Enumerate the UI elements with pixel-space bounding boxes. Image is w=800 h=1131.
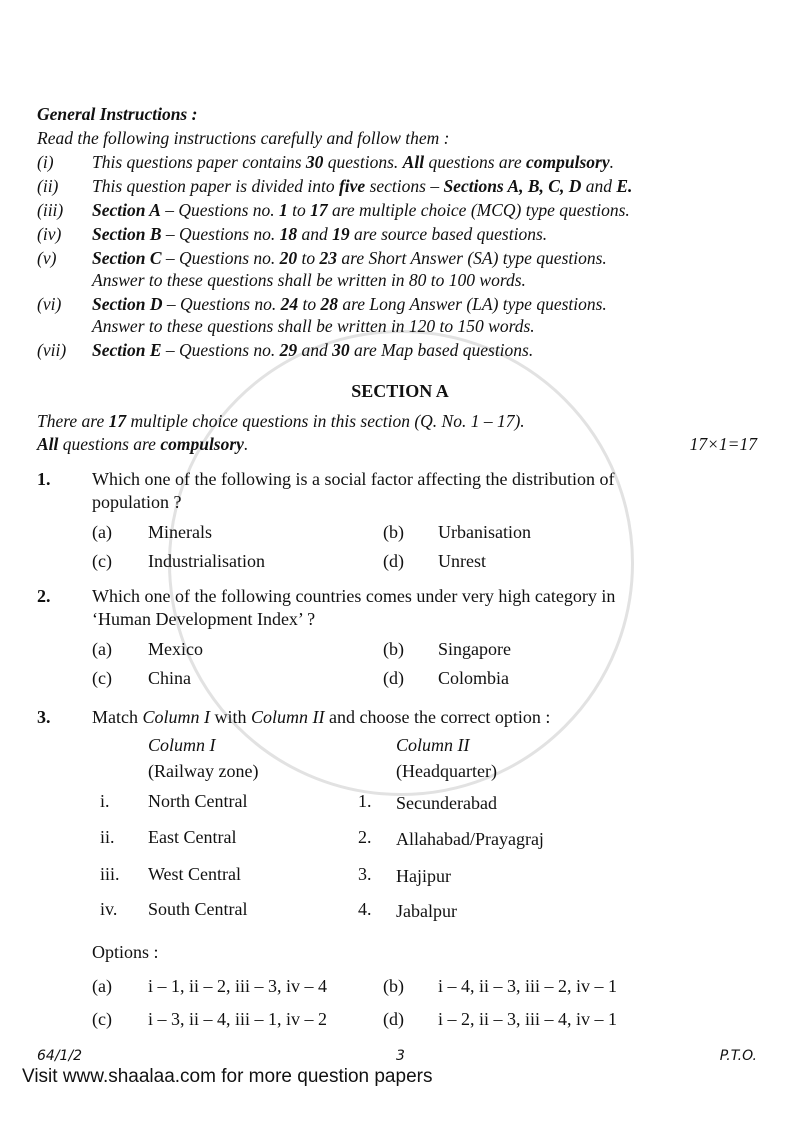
instruction-number: (ii)	[37, 176, 59, 196]
text-segment: compulsory	[525, 152, 610, 172]
option-text: Singapore	[438, 639, 511, 659]
text-segment: Section D	[92, 294, 163, 314]
question-text: population ?	[92, 492, 182, 512]
text-segment: compulsory	[160, 434, 244, 454]
match-row-roman: iii.	[100, 864, 120, 884]
option-label: (c)	[92, 1009, 112, 1029]
instruction-text	[92, 224, 547, 244]
text-segment: 20	[279, 248, 298, 268]
match-row-number: 4.	[358, 899, 372, 919]
instruction-text	[92, 152, 614, 172]
text-segment: are multiple choice (MCQ) type questions.	[327, 200, 630, 220]
text-segment: E.	[616, 176, 633, 196]
text-segment: This questions paper contains	[92, 152, 306, 172]
section-marks: 17×1=17	[689, 434, 757, 454]
text-segment: and	[581, 176, 617, 196]
option-text: i – 3, ii – 4, iii – 1, iv – 2	[148, 1009, 328, 1029]
match-row-headquarter: Secunderabad	[396, 793, 497, 813]
text-segment: 1	[279, 200, 288, 220]
text-segment: Answer to these questions shall be written in 80 to 100 words.	[92, 270, 526, 290]
section-instruction	[37, 434, 248, 454]
column-1-subheading: (Railway zone)	[148, 761, 259, 781]
text-segment: .	[609, 152, 614, 172]
text-segment: Section C	[92, 248, 162, 268]
question-number: 1.	[37, 469, 51, 489]
text-segment: Column I	[142, 707, 210, 727]
text-segment: to	[287, 200, 311, 220]
match-row-headquarter: Allahabad/Prayagraj	[396, 829, 544, 849]
instruction-number: (iii)	[37, 200, 64, 220]
question-number: 2.	[37, 586, 51, 606]
match-row-headquarter: Hajipur	[396, 866, 451, 886]
option-text: i – 1, ii – 2, iii – 3, iv – 4	[148, 976, 328, 996]
text-segment: 17	[310, 200, 328, 220]
text-segment: 19	[332, 224, 350, 244]
option-text: China	[148, 668, 191, 688]
column-2-subheading: (Headquarter)	[396, 761, 497, 781]
text-segment: questions.	[323, 152, 403, 172]
option-text: Minerals	[148, 522, 212, 542]
instruction-text	[92, 200, 630, 220]
question-text: Which one of the following is a social factor affecting the distribution of	[92, 469, 615, 489]
text-segment: questions are	[424, 152, 526, 172]
instructions-title: General Instructions :	[37, 104, 198, 124]
text-segment: – Questions no.	[162, 294, 281, 314]
match-row-number: 2.	[358, 827, 372, 847]
match-row-roman: ii.	[100, 827, 115, 847]
pto-label: P.T.O.	[719, 1048, 757, 1064]
match-row-zone: West Central	[148, 864, 242, 884]
option-label: (c)	[92, 668, 112, 688]
text-segment: – Questions no.	[161, 224, 280, 244]
option-label: (b)	[383, 522, 404, 542]
text-segment: and choose the correct option :	[324, 707, 551, 727]
instruction-text	[92, 294, 607, 314]
section-title: SECTION A	[351, 381, 449, 401]
match-row-number: 3.	[358, 864, 372, 884]
match-row-zone: North Central	[148, 791, 248, 811]
text-segment: Answer to these questions shall be written in 120 to 150 words.	[92, 316, 535, 336]
text-segment: There are	[37, 411, 109, 431]
text-segment: 29	[279, 340, 298, 360]
text-segment: All	[402, 152, 425, 172]
option-text: Colombia	[438, 668, 509, 688]
instruction-number: (iv)	[37, 224, 62, 244]
match-row-roman: i.	[100, 791, 110, 811]
text-segment: 17	[108, 411, 127, 431]
question-text: Which one of the following countries comes under very high category in	[92, 586, 616, 606]
text-segment: are Long Answer (LA) type questions.	[338, 294, 607, 314]
option-text: Urbanisation	[438, 522, 531, 542]
text-segment: All	[37, 434, 59, 454]
text-segment: – Questions no.	[160, 200, 279, 220]
text-segment: This question paper is divided into	[92, 176, 339, 196]
match-row-roman: iv.	[100, 899, 118, 919]
instruction-number: (v)	[37, 248, 57, 268]
option-text: Mexico	[148, 639, 203, 659]
instruction-text	[92, 340, 533, 360]
option-text: Industrialisation	[148, 551, 265, 571]
text-segment: are source based questions.	[349, 224, 548, 244]
text-segment: – Questions no.	[161, 248, 280, 268]
text-segment: Section B	[92, 224, 162, 244]
text-segment: sections –	[365, 176, 444, 196]
option-text: Unrest	[438, 551, 486, 571]
option-label: (d)	[383, 551, 404, 571]
page-number: 3	[396, 1048, 405, 1064]
text-segment: with	[209, 707, 251, 727]
text-segment: five	[338, 176, 366, 196]
text-segment: Section A	[92, 200, 161, 220]
instruction-number: (i)	[37, 152, 54, 172]
question-text: ‘Human Development Index’ ?	[92, 609, 316, 629]
instruction-text	[92, 316, 535, 336]
option-label: (b)	[383, 976, 404, 996]
instruction-number: (vi)	[37, 294, 62, 314]
text-segment: – Questions no.	[161, 340, 280, 360]
text-segment: are Short Answer (SA) type questions.	[337, 248, 607, 268]
text-segment: Sections A, B, C, D	[443, 176, 582, 196]
text-segment: 28	[320, 294, 338, 314]
instructions-intro: Read the following instructions carefully and follow them :	[37, 128, 450, 148]
match-row-headquarter: Jabalpur	[396, 901, 457, 921]
match-row-number: 1.	[358, 791, 372, 811]
match-row-zone: East Central	[148, 827, 237, 847]
text-segment: and	[297, 224, 333, 244]
text-segment: are Map based questions.	[349, 340, 534, 360]
text-segment: 24	[280, 294, 299, 314]
text-segment: Match	[92, 707, 143, 727]
option-label: (d)	[383, 1009, 404, 1029]
text-segment: to	[298, 294, 321, 314]
column-1-heading: Column I	[148, 735, 216, 755]
text-segment: and	[297, 340, 333, 360]
text-segment: multiple choice questions in this section (Q. No. 1 – 17).	[126, 411, 525, 431]
text-segment: questions are	[58, 434, 161, 454]
text-segment: 18	[279, 224, 298, 244]
text-segment: to	[297, 248, 320, 268]
instruction-text	[92, 270, 526, 290]
instruction-text	[92, 248, 607, 268]
option-text: i – 2, ii – 3, iii – 4, iv – 1	[438, 1009, 618, 1029]
match-row-zone: South Central	[148, 899, 248, 919]
option-label: (b)	[383, 639, 404, 659]
visit-link[interactable]: Visit www.shaalaa.com for more question papers	[22, 1066, 433, 1087]
text-segment: 30	[332, 340, 350, 360]
paper-code: 64/1/2	[37, 1048, 83, 1064]
column-2-heading: Column II	[396, 735, 470, 755]
option-label: (a)	[92, 639, 112, 659]
question-number: 3.	[37, 707, 51, 727]
text-segment: 23	[319, 248, 338, 268]
options-label: Options :	[92, 942, 159, 962]
instruction-number: (vii)	[37, 340, 67, 360]
option-text: i – 4, ii – 3, iii – 2, iv – 1	[438, 976, 618, 996]
option-label: (a)	[92, 976, 112, 996]
instruction-text	[92, 176, 632, 196]
section-instruction	[37, 411, 525, 431]
text-segment: .	[243, 434, 249, 454]
text-segment: Column II	[251, 707, 325, 727]
text-segment: 30	[305, 152, 324, 172]
option-label: (c)	[92, 551, 112, 571]
option-label: (d)	[383, 668, 404, 688]
option-label: (a)	[92, 522, 112, 542]
question-text	[92, 707, 550, 727]
text-segment: Section E	[92, 340, 162, 360]
